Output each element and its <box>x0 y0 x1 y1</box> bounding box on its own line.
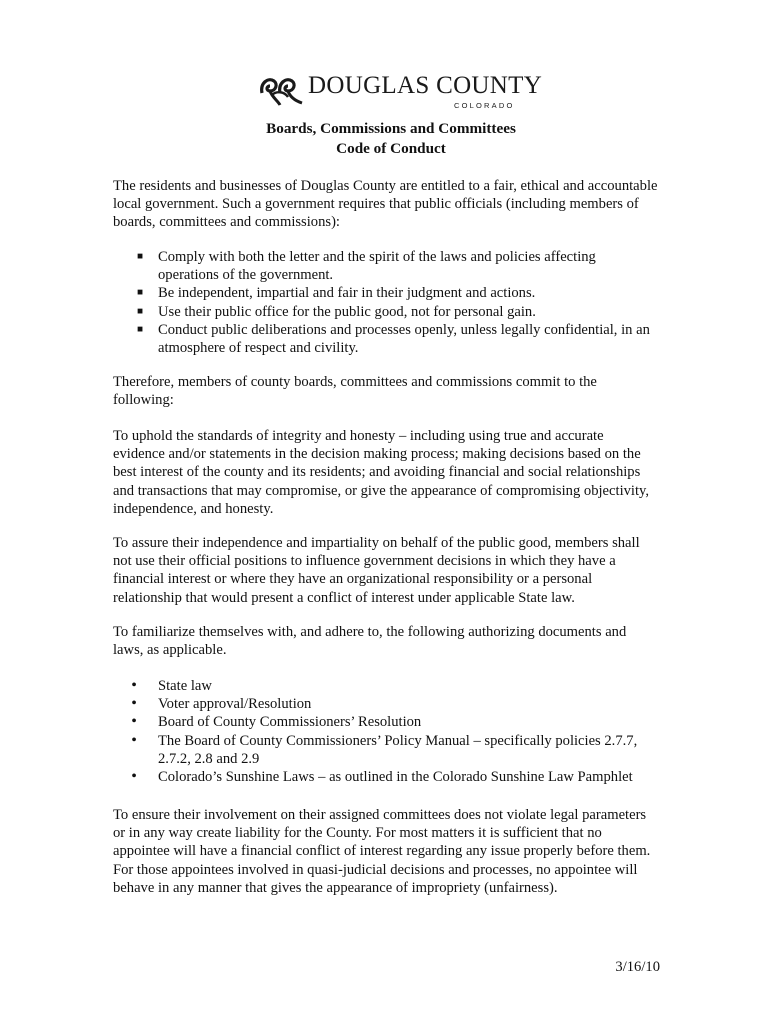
list-item <box>113 303 658 321</box>
list-item <box>113 713 658 731</box>
page-title <box>0 119 770 159</box>
independence-paragraph: To assure their independence and impartiality on behalf of the public good, members shall not use their official positions to influence government decisions in which they have a financial interest or where they have an organizational responsibility or a personal relationship that would present a conflict of interest under applicable State law. <box>113 535 640 606</box>
familiarize-paragraph: To familiarize themselves with, and adhere to, the following authorizing documents and laws, as applicable. <box>113 624 627 659</box>
list-item <box>113 677 658 695</box>
dot-bullet-icon: • <box>131 713 137 731</box>
documents-list <box>113 677 658 786</box>
logo-subtitle: COLORADO <box>454 101 515 110</box>
list-item-text: State law <box>158 678 212 694</box>
requirements-list <box>113 248 658 357</box>
dot-bullet-icon: • <box>131 731 137 749</box>
list-item <box>113 695 658 713</box>
square-bullet-icon: ■ <box>136 323 144 335</box>
list-item-text: Board of County Commissioners’ Resolution <box>158 714 422 731</box>
list-item <box>113 321 658 357</box>
intro-paragraph: The residents and businesses of Douglas County are entitled to a fair, ethical and accountable local government. Such a government requires that public officials (including members of boards, committees and commissions): <box>113 178 658 231</box>
list-item-text: Use their public office for the public good, not for personal gain. <box>158 303 536 320</box>
document-date: 3/16/10 <box>615 959 660 975</box>
list-item <box>113 284 658 302</box>
list-item-text: Colorado’s Sunshine Laws – as outlined in the Colorado Sunshine Law Pamphlet <box>158 769 633 786</box>
dot-bullet-icon: • <box>131 768 137 786</box>
list-item-text: Be independent, impartial and fair in their judgment and actions. <box>158 285 536 302</box>
county-logo <box>258 70 543 110</box>
ribbon-logo-icon <box>258 73 304 107</box>
title-line-2: Code of Conduct <box>336 140 446 157</box>
square-bullet-icon: ■ <box>136 251 144 262</box>
list-item <box>113 732 658 768</box>
list-item <box>113 768 658 786</box>
list-item-text: Comply with both the letter and the spirit of the laws and policies affecting operations of the government. <box>158 249 596 284</box>
involvement-paragraph: To ensure their involvement on their assigned committees does not violate legal parameters or in any way create liability for the County. For most matters it is sufficient that no appointee will have a financial conflict of interest regarding any issue properly before them. For those appointees involved in quasi-judicial decisions and processes, no appointee will behave in any manner that gives the appearance of impropriety (unfairness). <box>113 807 651 896</box>
logo-name: DOUGLAS COUNTY <box>308 72 543 99</box>
square-bullet-icon: ■ <box>136 305 144 317</box>
dot-bullet-icon: • <box>131 695 137 713</box>
list-item <box>113 248 658 284</box>
integrity-paragraph: To uphold the standards of integrity and honesty – including using true and accurate evidence and/or statements in the decision making process; making decisions based on the best interest of the county and its residents; and avoiding financial and social relationships and transactions that may compromise, or give the appearance of compromising objectivity, independence, and honesty. <box>113 428 650 517</box>
list-item-text: Conduct public deliberations and processes openly, unless legally confidential, in an atmosphere of respect and civility. <box>158 321 650 357</box>
title-line-1: Boards, Commissions and Committees <box>266 120 516 137</box>
square-bullet-icon: ■ <box>136 287 144 299</box>
list-item-text: Voter approval/Resolution <box>158 696 312 713</box>
commit-paragraph: Therefore, members of county boards, committees and commissions commit to the following: <box>113 374 597 409</box>
dot-bullet-icon: • <box>131 677 137 694</box>
list-item-text: The Board of County Commissioners’ Policy Manual – specifically policies 2.7.7, 2.7.2, 2.8 and 2.9 <box>158 732 638 767</box>
